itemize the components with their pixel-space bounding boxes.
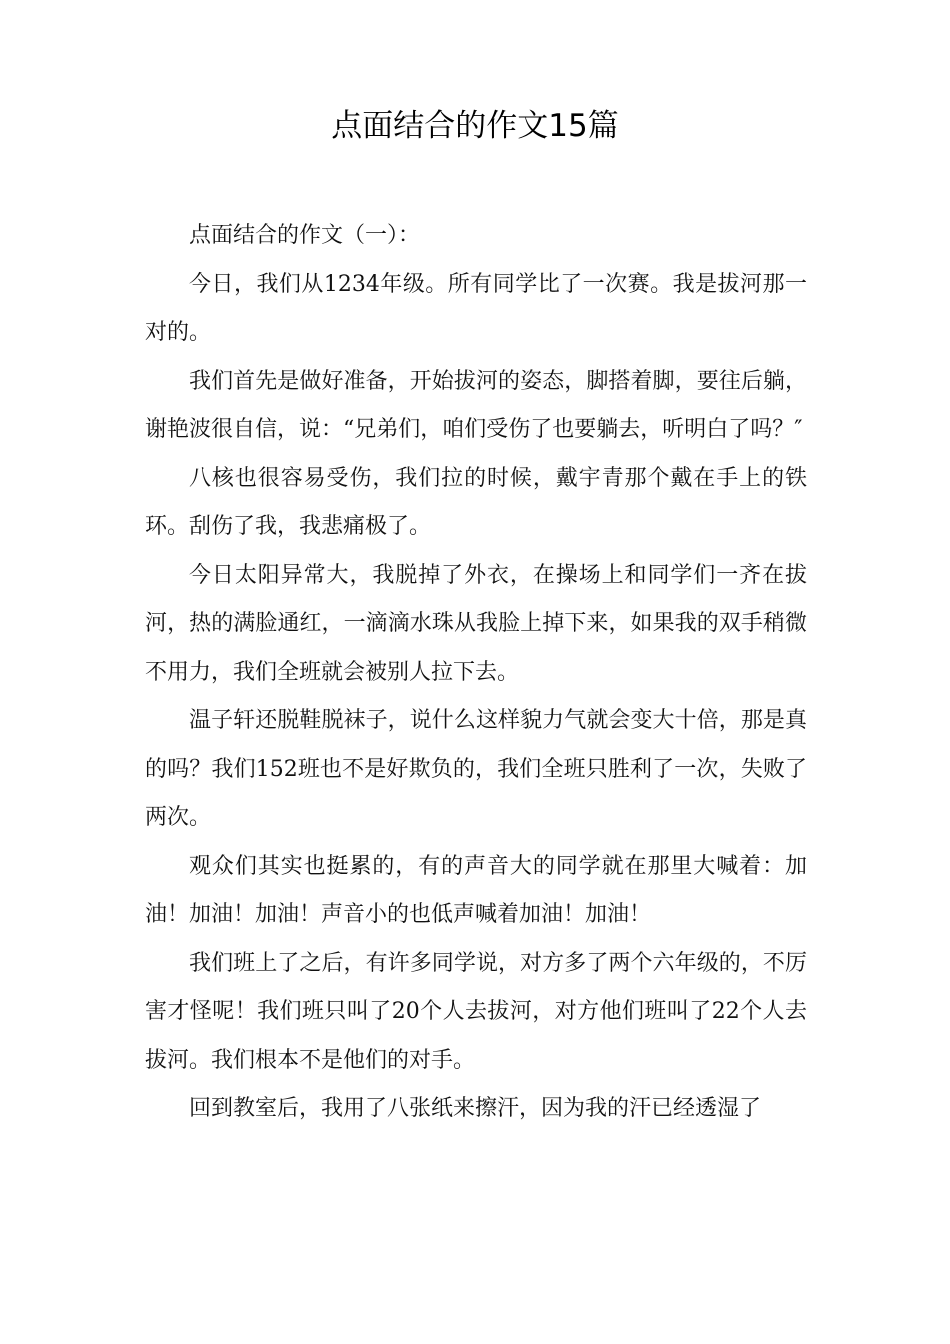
paragraph: 回到教室后，我用了八张纸来擦汗，因为我的汗已经透湿了 xyxy=(189,1096,762,1121)
paragraph: 八核也很容易受伤，我们拉的时候，戴宇青那个戴在手上的铁环。刮伤了我，我悲痛极了。 xyxy=(145,465,807,539)
paragraph: 今日太阳异常大，我脱掉了外衣，在操场上和同学们一齐在拔河，热的满脸通红，一滴滴水珠从我脸上掉下来，如果我的双手稍微不用力，我们全班就会被别人拉下去。 xyxy=(145,562,807,685)
paragraph: 我们班上了之后，有许多同学说，对方多了两个六年级的，不厉害才怪呢！我们班只叫了20个人去拔河，对方他们班叫了22个人去拔河。我们根本不是他们的对手。 xyxy=(145,950,807,1073)
document-title: 点面结合的作文15篇 xyxy=(331,108,619,144)
paragraph: 观众们其实也挺累的，有的声音大的同学就在那里大喊着：加油！加油！加油！声音小的也低声喊着加油！加油！ xyxy=(145,853,807,927)
paragraph: 点面结合的作文（一）： xyxy=(189,223,421,248)
paragraph: 温子轩还脱鞋脱袜子，说什么这样貌力气就会变大十倍，那是真的吗？我们152班也不是好欺负的，我们全班只胜利了一次，失败了两次。 xyxy=(145,708,807,830)
document-body xyxy=(145,212,807,1134)
paragraph: 我们首先是做好准备，开始拔河的姿态，脚搭着脚，要往后躺，谢艳波很自信，说：“兄弟们，咱们受伤了也要躺去，听明白了吗？″ xyxy=(145,368,807,442)
paragraph: 今日，我们从1234年级。所有同学比了一次赛。我是拔河那一对的。 xyxy=(145,271,807,345)
